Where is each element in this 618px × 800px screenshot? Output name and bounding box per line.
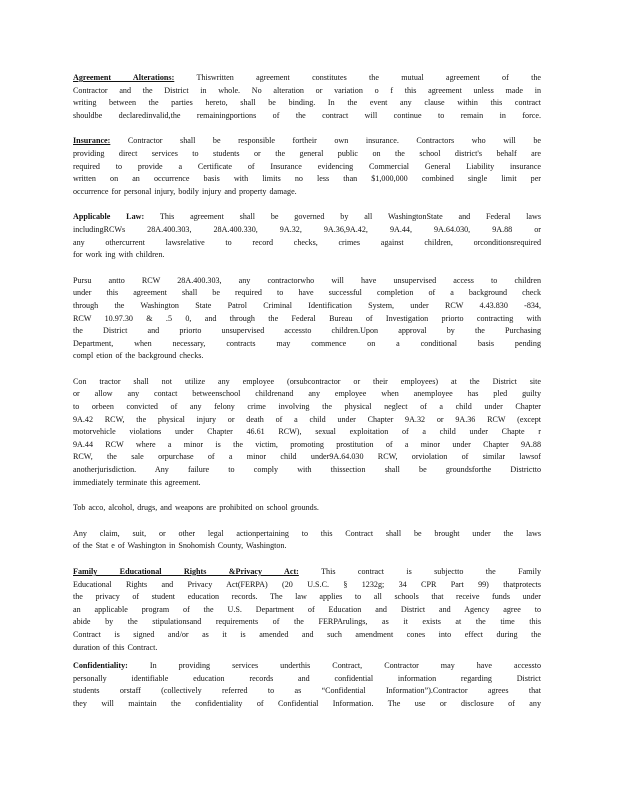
confidentiality-paragraph: Confidentiality: In providing services underthis Contract, Contractor may have accessto personally identifiable education records and confidential information regarding District students orstaff (collectively referred to as “Confidential Information”).Contractor agrees that they will maintain the confidentiality of Confidential Information. The use or disclosure of any [73,661,541,708]
insurance-paragraph: Insurance: Contractor shall be responsible fortheir own insurance. Contractors who will be providing direct services to students or the general public on the school district's behalf are required to provide a Certificate of Insurance evidencing Commercial General Liability insurance written on an occurrence basis with limits no less than $1,000,000 combined single limit per occurrence for personal injury, bodily injury and property damage. [73,136,541,196]
applicable-law-heading: Applicable Law: [73,212,145,222]
agreement-alterations-heading: Agreement Alterations: [73,73,175,82]
agreement-alterations-paragraph: Agreement Alterations: Thiswritten agreement constitutes the mutual agreement of the Contractor and the District in whole. No alteration or variation o f this agreement unless made in writing between the parties hereto, shall be binding. In the event any clause within this contract shouldbe declaredinvalid,the remainingportions of the contract will continue to remain in force. [73,73,541,120]
insurance-heading: Insurance: [73,136,111,146]
applicable-law-paragraph: Applicable Law: This agreement shall be governed by all WashingtonState and Federal laws includingRCWs 28A.400.303, 28A.400.330, 9A.32, 9A.36,9A.42, 9A.44, 9A.64.030, 9A.88 or any othercurrent lawsrelative to record checks, crimes against children, orconditionsrequired for work ing with children. [73,212,542,260]
confidentiality-heading: Confidentiality: [73,661,128,671]
prohibited-items-paragraph: Tob acco, alcohol, drugs, and weapons are prohibited on school grounds. [73,503,319,513]
ferpa-heading: Family Educational Rights &Privacy Act: [73,567,299,576]
employee-restrictions-paragraph: Con tractor shall not utilize any employee (orsubcontractor or their employees) at the District site or allow any contact betweenschool childrenand any employee when anemployee has pled guilty to orbeen convicted of any felony crime involving the physical neglect of a child under Chapter 9A.42 RCW, the physical injury or death of a child under Chapter 9A.32 or 9A.36 RCW (except motorvehicle violations under Chapter 46.61 RCW), sexual exploitation of a child under Chapte r 9A.44 RCW where a minor is the victim, promoting prostitution of a minor under Chapter 9A.88 RCW, the sale orpurchase of a minor child under9A.64.030 RCW, orviolation of similar lawsof anotherjurisdiction. Any failure to comply with thissection shall be groundsforthe Districtto immediately terminate this agreement. [73,376,541,487]
ferpa-paragraph: Family Educational Rights &Privacy Act: This contract is subjectto the Family Educational Rights and Privacy Act(FERPA) (20 U.S.C. § 1232g; 34 CPR Part 99) thatprotects the privacy of student education records. The law applies to all schools that receive funds under an applicable program of the U.S. Department of Education and District and Agency agree to abide by the stipulationsand requirements of the FERPArulings, as it exists at the time this Contract is signed and/or as it is amended and such amendment cones into effect during the duration of this Contract. [73,567,542,652]
document-page [73,72,541,724]
legal-venue-paragraph: Any claim, suit, or other legal actionpertaining to this Contract shall be brought under the laws of the Stat e of Washington in Snohomish County, Washington. [73,528,541,551]
background-check-paragraph: Pursu antto RCW 28A.400.303, any contractorwho will have unsupervised access to children under this agreement shall be required to have successful completion of a background check through the Washington State Patrol Criminal Identification System, under RCW 4.43.830 -834, RCW 10.97.30 & .5 0, and through the Federal Bureau of Investigation priorto contracting with the District and priorto unsupervised accessto children.Upon approval by the Purchasing Department, when necessary, contracts may commence on a conditional basis pending compl etion of the background checks. [73,275,541,361]
